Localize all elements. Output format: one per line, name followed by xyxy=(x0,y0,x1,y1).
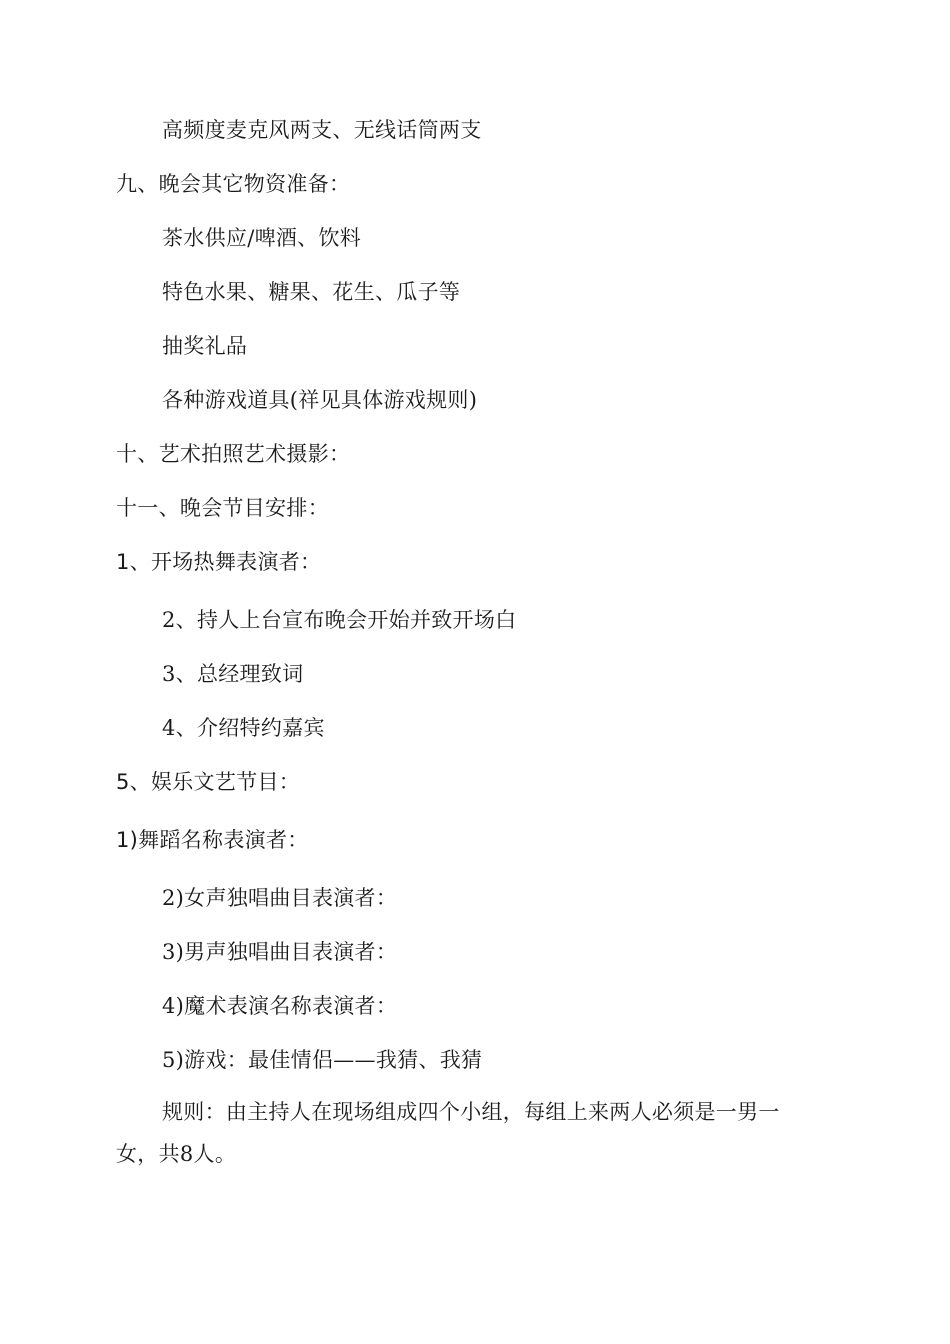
text-line: 茶水供应/啤酒、饮料 xyxy=(162,226,362,250)
section-heading: 十、艺术拍照艺术摄影： xyxy=(116,442,351,466)
program-item: 1、开场热舞表演者： xyxy=(116,550,322,574)
program-subitem: 4)魔术表演名称表演者： xyxy=(162,994,398,1018)
text-line: 高频度麦克风两支、无线话筒两支 xyxy=(162,118,482,142)
program-item: 4、介绍特约嘉宾 xyxy=(162,716,325,740)
program-subitem: 1)舞蹈名称表演者： xyxy=(116,828,309,852)
rules-paragraph-line1: 规则：由主持人在现场组成四个小组，每组上来两人必须是一男一 xyxy=(162,1100,780,1124)
program-item: 3、总经理致词 xyxy=(162,662,304,686)
rules-paragraph-line2: 女，共8人。 xyxy=(116,1142,237,1166)
text-line: 各种游戏道具(祥见具体游戏规则) xyxy=(162,388,478,412)
program-item: 2、持人上台宣布晚会开始并致开场白 xyxy=(162,608,517,632)
text-line: 抽奖礼品 xyxy=(162,334,248,358)
program-item: 5、娱乐文艺节目： xyxy=(116,770,301,794)
program-subitem: 2)女声独唱曲目表演者： xyxy=(162,886,398,910)
section-heading: 九、晚会其它物资准备： xyxy=(116,172,351,196)
text-line: 特色水果、糖果、花生、瓜子等 xyxy=(162,280,461,304)
program-subitem: 3)男声独唱曲目表演者： xyxy=(162,940,398,964)
program-subitem: 5)游戏：最佳情侣——我猜、我猜 xyxy=(162,1048,483,1072)
section-heading: 十一、晚会节目安排： xyxy=(116,496,329,520)
